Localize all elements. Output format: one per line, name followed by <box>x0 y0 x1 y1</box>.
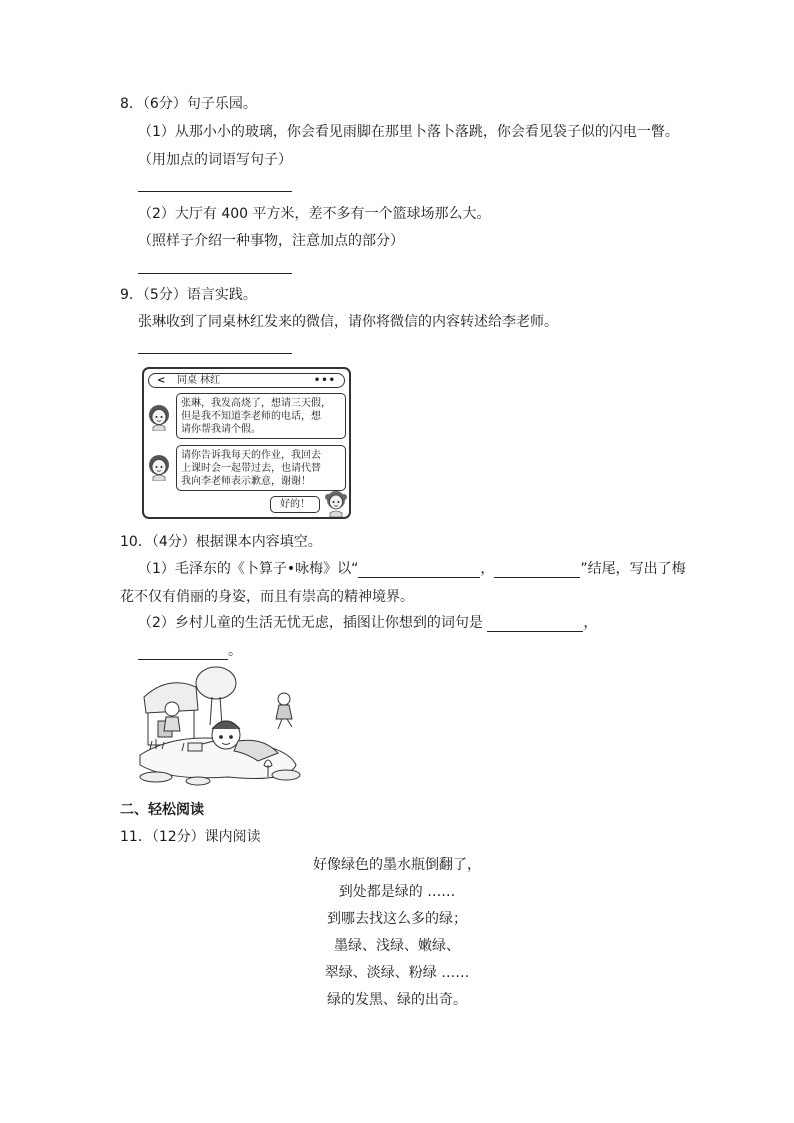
q10-blank-1[interactable] <box>358 563 480 578</box>
village-children-illustration <box>138 665 308 790</box>
q9-header: 9．（5分）语言实践。 <box>120 287 257 303</box>
q10-blank-2[interactable] <box>494 563 580 578</box>
poem-line: 到哪去找这么多的绿； <box>327 911 467 927</box>
q8-item2: （2）大厅有 400 平方米，差不多有一个篮球场那么大。 <box>138 206 491 222</box>
q10-blank-3[interactable] <box>487 617 583 632</box>
q10-item2-end: 。 <box>138 642 242 660</box>
q8-item2-answer-line[interactable] <box>138 273 292 274</box>
girl-avatar-icon <box>147 453 171 481</box>
poem-line: 绿的发黑、绿的出奇。 <box>327 992 467 1008</box>
q8-header: 8．（6分）句子乐园。 <box>120 96 257 112</box>
q8-item1: （1）从那小小的玻璃，你会看见雨脚在那里卜落卜落跳，你会看见袋子似的闪电一瞥。 <box>138 124 679 140</box>
more-icon: ••• <box>313 375 336 386</box>
poem-line: 墨绿、浅绿、嫩绿、 <box>334 938 460 954</box>
section-2-title: 二、轻松阅读 <box>120 802 204 818</box>
message-bubble-1: 张琳，我发高烧了，想请三天假， 但是我不知道李老师的电话，想 请你帮我请个假。 <box>176 393 346 439</box>
wechat-chat-card <box>142 367 351 519</box>
q9-prompt: 张琳收到了同桌林红发来的微信，请你将微信的内容转述给李老师。 <box>138 314 558 330</box>
poem-line: 好像绿色的墨水瓶倒翻了， <box>313 857 481 873</box>
q9-answer-line[interactable] <box>138 353 292 354</box>
q11-header: 11．（12分）课内阅读 <box>120 829 261 845</box>
q10-item1-continued: 花不仅有俏丽的身姿，而且有崇高的精神境界。 <box>120 589 414 605</box>
q8-item1-answer-line[interactable] <box>138 191 292 192</box>
q10-item2: （2）乡村儿童的生活无忧无虑，插图让你想到的词句是 ， <box>138 615 598 631</box>
q10-blank-4[interactable] <box>138 645 228 660</box>
reply-bubble: 好的！ <box>270 496 320 513</box>
q8-item2-note: （照样子介绍一种事物，注意加点的部分） <box>138 233 404 249</box>
girl-avatar-icon <box>147 403 171 431</box>
girl-avatar-icon <box>324 489 348 517</box>
wechat-header <box>148 373 345 388</box>
chat-title: 同桌 林红 <box>177 375 221 386</box>
poem-line: 到处都是绿的 …… <box>338 884 456 900</box>
message-bubble-2: 请你告诉我每天的作业，我回去 上课时会一起带过去，也请代替 我向李老师表示歉意，谢谢！ <box>176 445 346 491</box>
back-arrow-icon: < <box>157 375 166 386</box>
q10-item1: （1）毛泽东的《卜算子•咏梅》以“ ， ”结尾，写出了梅 <box>138 561 686 577</box>
poem-line: 翠绿、淡绿、粉绿 …… <box>324 965 470 981</box>
q10-header: 10．（4分）根据课本内容填空。 <box>120 534 322 550</box>
q8-item1-note: （用加点的词语写句子） <box>138 152 292 168</box>
